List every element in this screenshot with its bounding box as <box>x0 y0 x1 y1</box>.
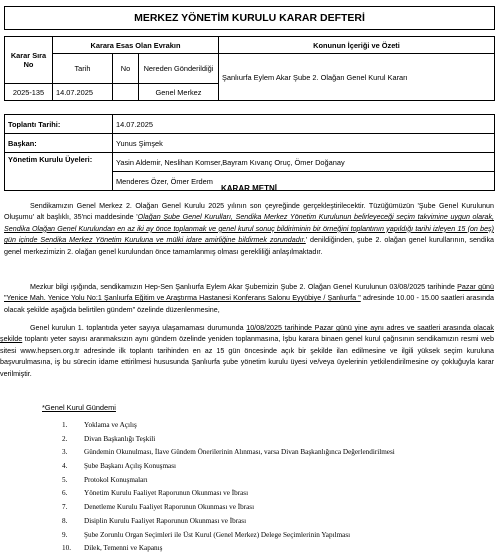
members-line-2: Menderes Özer, Ömer Erdem <box>113 172 495 191</box>
paragraph-3 <box>0 323 494 380</box>
p3-conclusion: toplantı yeter sayısı aranmaksızın aynı gündem özelinde yeniden toplanmasına, İşbu karara binaen genel kurul çağrısının sendikamızın resmi web sitesi www.hepsen.org.tr adresinde ilk toplantı tarihinden en az 15 gün öncesinde açık bir şekilde ilan edilmesine ve ilgili yüksek seçim kuruluna başvurulmasına, iş bu sürecin idame ettirilmesi hususunda Şanlıurfa şube yönetim kurulu üyesi ve/veya üyelerinin yetkilendirilmesine oy çokluğuyla karar verilmiştir. <box>0 335 494 378</box>
agenda-item-number: 8. <box>62 516 68 525</box>
col-karar-sira-header: Karar Sıra No <box>5 37 53 84</box>
agenda-item-text: Denetleme Kurulu Faaliyet Raporunun Okunması ve İbrası <box>84 503 255 512</box>
agenda-item <box>62 419 395 433</box>
meeting-date-value: 14.07.2025 <box>113 115 495 134</box>
meeting-info-table <box>4 114 495 191</box>
paragraph-1 <box>4 201 494 258</box>
p1-quote: Olağan Şube Genel Kurulları, Sendika Merkez Yönetim Kurulunun belirleyeceği seçim takvimine uygun olarak, Sendika Olağan Genel Kurulundan en az iki ay önce toplanmak ve genel kurul sonuç bildiriminin bir örneğini toplantının yapıldığı tarihi izleyen 15 (on beş) gün içinde Sendika Merkez Yönetim Kuruluna ve mülki idare amirliğine bildirmek zorundadır. <box>4 213 494 245</box>
agenda-item-number: 9. <box>62 530 68 539</box>
agenda-item <box>62 515 395 529</box>
members-label: Yönetim Kurulu Üyeleri: <box>5 153 113 191</box>
meeting-date-label: Toplantı Tarihi: <box>5 115 113 134</box>
p2-address: Pazar günü "Yenice Mah. Yenice Yolu No:1 Şanlıurfa Eğitim ve Araştırma Hastanesi Konferans Salonu Eyyübiye / Şanlıurfa " <box>4 283 494 303</box>
agenda-item-number: 3. <box>62 448 68 457</box>
agenda-item <box>62 474 395 488</box>
agenda-item <box>62 446 395 460</box>
agenda-item <box>62 501 395 515</box>
p2-intro: Mezkur bilgi ışığında, sendikamızın Hep-Sen Şanlıurfa Eylem Akar Şubemizin Şube 2. Olağan Genel Kurulunun 03/08/2025 tarihinde <box>30 283 458 291</box>
p3-second-date: 10/08/2025 tarihinde Pazar günü yine aynı adres ve saatleri arasında olacak şekilde <box>0 324 494 344</box>
agenda-item-number: 10. <box>62 544 71 553</box>
agenda-item <box>62 433 395 447</box>
agenda-item-text: Disiplin Kurulu Faaliyet Raporunun Okunması ve İbrası <box>84 516 247 525</box>
agenda-title: *Genel Kurul Gündemi <box>42 403 116 412</box>
agenda-item <box>62 542 395 556</box>
agenda-item-text: Divan Başkanlığı Teşkili <box>84 434 156 443</box>
members-line-1: Yasin Aldemir, Neslihan Komser,Bayram Kıvanç Oruç, Ömer Doğanay <box>113 153 495 172</box>
agenda-item <box>62 460 395 474</box>
sub-no-header: No <box>113 54 139 84</box>
sub-nereden-header: Nereden Gönderildiği <box>139 54 219 84</box>
decision-table <box>4 36 495 101</box>
no-cell <box>113 84 139 101</box>
agenda-item <box>62 487 395 501</box>
page-title: MERKEZ YÖNETİM KURULU KARAR DEFTERİ <box>4 6 495 30</box>
p3-intro: Genel kurulun 1. toplantıda yeter sayıya ulaşamaması durumunda <box>30 324 247 332</box>
agenda-list <box>62 419 395 556</box>
agenda-item-number: 1. <box>62 421 68 429</box>
agenda-item-text: Gündemin Okunulması, İlave Gündem Önerilerinin Alınması, varsa Divan Başkanlığınca Değerlendirilmesi <box>84 448 395 457</box>
tarih-cell: 14.07.2025 <box>53 84 113 101</box>
agenda-item-number: 6. <box>62 489 68 498</box>
chair-value: Yunus Şimşek <box>113 134 495 153</box>
sira-no-cell: 2025-135 <box>5 84 53 101</box>
agenda-item-text: Dilek, Temenni ve Kapanış <box>84 544 163 553</box>
konu-cell: Şanlıurfa Eylem Akar Şube 2. Olağan Genel Kurul Kararı <box>219 54 495 101</box>
agenda-item-text: Şube Başkanı Açılış Konuşması <box>84 462 177 471</box>
chair-label: Başkan: <box>5 134 113 153</box>
section-title: KARAR METNİ <box>221 184 277 193</box>
agenda-item-number: 7. <box>62 503 68 512</box>
col-esas-olan-header: Karara Esas Olan Evrakın <box>53 37 219 54</box>
sub-tarih-header: Tarih <box>53 54 113 84</box>
agenda-item-number: 2. <box>62 434 68 443</box>
agenda-item-number: 5. <box>62 475 68 484</box>
agenda-item-text: Yönetim Kurulu Faaliyet Raporunun Okunması ve İbrası <box>84 489 249 498</box>
agenda-item-text: Protokol Konuşmaları <box>84 475 148 484</box>
paragraph-2 <box>4 282 494 316</box>
p1-conclusion: ' denildiğinden, şube 2. olağan genel kurullarının, sendika genel merkezimizin 2. olağan genel kurulundan önce tamamlanmış olması gerekliliği anlaşılmaktadır. <box>4 236 494 256</box>
agenda-item-text: Şube Zorunlu Organ Seçimleri ile Üst Kurul (Genel Merkez) Delege Seçimlerinin Yapılması <box>84 530 351 539</box>
p2-conclusion: adresinde 10.00 - 15.00 saatleri arasında olacak şekilde aşağıda belirtilen gündem" özelinde düzenlenmesine, <box>4 294 494 314</box>
nereden-cell: Genel Merkez <box>139 84 219 101</box>
agenda-item <box>62 529 395 543</box>
col-konu-header: Konunun İçeriği ve Özeti <box>219 37 495 54</box>
agenda-item-text: Yoklama ve Açılış <box>84 421 137 429</box>
agenda-item-number: 4. <box>62 462 68 471</box>
p1-intro: Sendikamızın Genel Merkez 2. Olağan Genel Kurulu 2025 yılının son çeyreğinde gerçekleştirilecektir. Tüzüğümüzün 'Şube Genel Kurulunun Oluşumu' alt başlıklı, 35'nci maddesinde ' <box>4 202 494 222</box>
